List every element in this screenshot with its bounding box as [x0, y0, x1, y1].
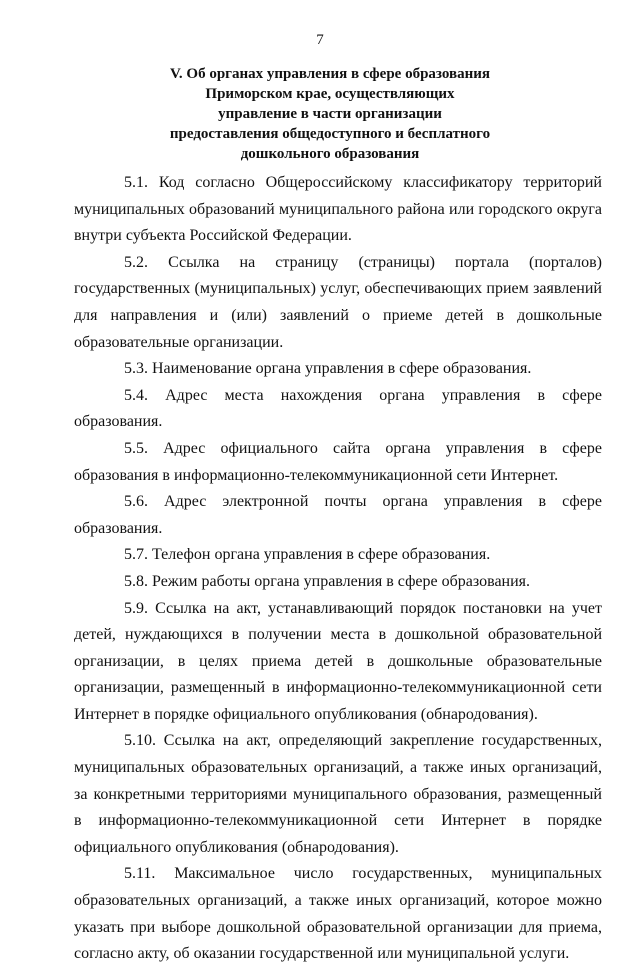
- page-number: 7: [316, 32, 324, 48]
- paragraph-5-8: 5.8. Режим работы органа управления в сфере образования.: [124, 572, 531, 590]
- document-body: [74, 170, 602, 968]
- paragraph-5-2: 5.2. Ссылка на страницу (страницы) портала (порталов) государственных (муниципальных) услуг, обеспечивающих прием заявлений для направления и (или) заявлений о приеме детей в дошкольные образовательные организации.: [74, 253, 602, 351]
- section-title-line: предоставления общедоступного и бесплатного: [169, 126, 491, 142]
- section-title-line: Приморском крае, осуществляющих: [205, 86, 455, 102]
- paragraph-5-9: 5.9. Ссылка на акт, устанавливающий порядок постановки на учет детей, нуждающихся в получении места в дошкольной образовательной организации, в целях приема детей в дошкольные образовательные организации, размещенный в информационно-телекоммуникационной сети Интернет в порядке официального опубликования (обнародования).: [74, 599, 602, 723]
- paragraph-5-1: 5.1. Код согласно Общероссийскому классификатору территорий муниципальных образований муниципального района или городского округа внутри субъекта Российской Федерации.: [74, 174, 602, 245]
- paragraph-5-5: 5.5. Адрес официального сайта органа управления в сфере образования в информационно-телекоммуникационной сети Интернет.: [74, 439, 602, 484]
- paragraph-5-6: 5.6. Адрес электронной почты органа управления в сфере образования.: [74, 493, 602, 537]
- section-title-line: V. Об органах управления в сфере образования: [170, 66, 490, 82]
- paragraph-5-7: 5.7. Телефон органа управления в сфере образования.: [124, 546, 491, 564]
- paragraph-5-3: 5.3. Наименование органа управления в сфере образования.: [124, 360, 532, 378]
- paragraph-5-10: 5.10. Ссылка на акт, определяющий закрепление государственных, муниципальных образовательных организаций, а также иных организаций, за конкретными территориями муниципального образования, размещенный в информационно-телекоммуникационной сети Интернет в порядке официального опубликования (обнародования).: [74, 732, 602, 856]
- paragraph-5-11: 5.11. Максимальное число государственных, муниципальных образовательных организаций, а также иных организаций, которое можно указать при выборе дошкольной образовательной организации для приема, согласно акту, об оказании государственной или муниципальной услуги.: [74, 865, 602, 963]
- section-title-line: дошкольного образования: [240, 146, 420, 162]
- section-title: [110, 64, 550, 164]
- paragraph-5-4: 5.4. Адрес места нахождения органа управления в сфере образования.: [74, 386, 602, 431]
- section-title-line: управление в части организации: [218, 106, 442, 122]
